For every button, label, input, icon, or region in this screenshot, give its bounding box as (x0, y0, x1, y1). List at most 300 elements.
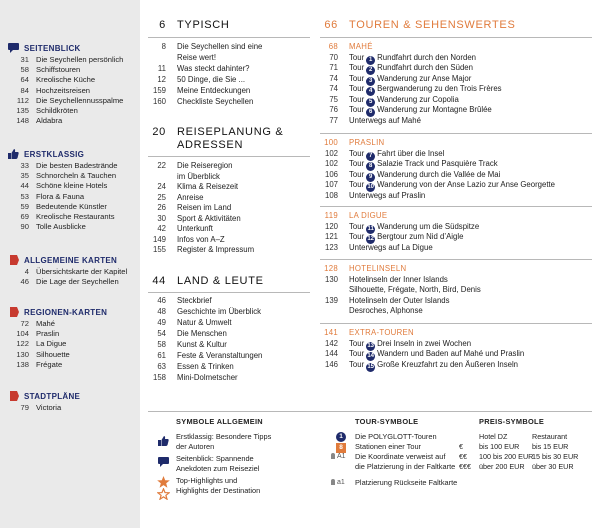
list-item[interactable] (8, 277, 136, 287)
entry-text: Wanderung zur Anse Major (377, 73, 472, 83)
price-restaurant: 15 bis 30 EUR (532, 452, 579, 461)
tour-station-symbol: 8 (336, 443, 346, 453)
entry-text: Sport & Aktivitäten (177, 213, 241, 223)
section-title: SEITENBLICK (24, 43, 81, 53)
map-tag-icon (8, 307, 19, 317)
divider (320, 259, 592, 260)
chapter-title: REISEPLANUNG & (177, 126, 284, 138)
entry-text: Reisen im Land (177, 203, 232, 212)
list-item[interactable] (146, 86, 250, 97)
page-number: 119 (324, 211, 338, 220)
entry-text: 50 Dinge, die Sie ... (177, 75, 246, 84)
entry-text: Flora & Fauna (36, 191, 85, 201)
region-heading-mahe[interactable] (318, 42, 373, 53)
page-number: 30 (157, 213, 166, 223)
list-item (318, 285, 481, 296)
page-number: 64 (20, 75, 29, 85)
legend-text (355, 452, 455, 471)
tour-number-badge: 7 (366, 152, 375, 161)
price-hotel: über 200 EUR (479, 462, 525, 471)
price-symbol: €€€ (459, 462, 471, 471)
page-number: 42 (157, 224, 166, 233)
list-item[interactable] (8, 202, 136, 212)
price-restaurant: bis 15 EUR (532, 442, 569, 451)
entry-text: Die Seychellen sind eine (177, 42, 263, 51)
chapter-title: LAND & LEUTE (177, 275, 264, 287)
chapter-page: 20 (152, 126, 166, 138)
region-title: EXTRA-TOUREN (349, 328, 414, 337)
entry-text: Desroches, Alphonse (349, 306, 423, 315)
entry-text: Feste & Veranstaltungen (177, 351, 263, 360)
legend-text: Seitenblick: Spannende (176, 454, 254, 463)
entry-text: Große Kreuzfahrt zu den Äußeren Inseln (377, 359, 519, 369)
list-item[interactable] (146, 214, 241, 225)
page-number: 102 (324, 159, 338, 168)
symbol-label: a1 (337, 479, 345, 486)
legend-text: Stationen einer Tour (355, 442, 422, 451)
map-back-symbol (331, 478, 345, 488)
page-number: 24 (157, 182, 166, 191)
entry-text: Silhouette (36, 349, 70, 359)
entry-text: Hochzeitsreisen (36, 85, 91, 95)
list-item (146, 53, 216, 64)
page-number: 135 (16, 106, 29, 116)
list-item[interactable] (318, 191, 425, 202)
page-number: 54 (157, 329, 166, 338)
tour-word: Tour (349, 148, 365, 158)
tour-number-symbol: 1 (336, 432, 346, 442)
list-item[interactable] (8, 192, 136, 202)
speech-bubble-icon (158, 457, 169, 467)
page-number: 159 (152, 86, 166, 95)
list-item[interactable] (8, 267, 136, 277)
page-number: 112 (16, 95, 29, 105)
entry-text: Wandern und Baden auf Mahé und Praslin (377, 349, 525, 358)
page-number: 22 (157, 161, 166, 170)
chapter-title: TYPISCH (177, 19, 230, 31)
price-hotel: bis 100 EUR (479, 442, 520, 451)
legend-text: der Autoren (176, 441, 215, 451)
tour-number-badge: 5 (366, 98, 375, 107)
page-number (318, 306, 338, 317)
price-symbol: € (459, 442, 463, 451)
list-item[interactable] (146, 97, 253, 108)
section-title: STADTPLÄNE (24, 391, 81, 401)
section-header (8, 390, 136, 402)
symbol-label: A1 (337, 453, 346, 460)
entry-text: Übersichtskarte der Kapitel (36, 267, 128, 276)
list-item[interactable] (8, 171, 136, 181)
tour-number-badge: 2 (366, 66, 375, 75)
chapter-heading-reiseplanung[interactable] (146, 126, 283, 139)
list-item[interactable] (8, 96, 136, 106)
entry-text: Reise wert! (177, 53, 216, 62)
page-number: 90 (20, 222, 29, 232)
page-number: 130 (324, 274, 338, 284)
legend-text: Die POLYGLOTT-Touren (355, 432, 437, 441)
page-number: 123 (324, 242, 338, 252)
entry-text: Rundfahrt durch den Norden (377, 52, 476, 62)
tour-number-badge: 4 (366, 87, 375, 96)
list-item[interactable] (8, 350, 136, 360)
entry-text: Die Reiseregion (177, 161, 233, 170)
entry-text: Essen & Trinken (177, 362, 234, 371)
legend-text: Erstklassig: Besondere Tipps (176, 432, 272, 441)
entry-text: Natur & Umwelt (177, 318, 232, 327)
entry-text: Geschichte im Überblick (177, 307, 262, 316)
page-number: 74 (329, 84, 338, 93)
tour-word: Tour (349, 221, 365, 231)
page-number: 46 (20, 277, 29, 287)
tour-word: Tour (349, 232, 365, 241)
entry-text: Klima & Reisezeit (177, 182, 239, 191)
page-number: 146 (324, 359, 338, 369)
region-title: MAHÉ (349, 42, 373, 51)
page-number: 61 (157, 351, 166, 360)
page-number: 128 (324, 264, 338, 273)
page-number: 33 (20, 161, 29, 170)
divider (148, 37, 310, 38)
page-number: 107 (324, 180, 338, 189)
tour-number-badge: 15 (367, 363, 375, 370)
legend-erstklassig (176, 432, 271, 451)
chapter-heading-typisch[interactable] (146, 19, 230, 32)
legend-seitenblick (176, 454, 259, 473)
tour-word: Tour (349, 105, 365, 114)
list-item[interactable] (8, 329, 136, 339)
page-number: 71 (329, 63, 338, 72)
entry-text: Praslin (36, 329, 60, 339)
map-pin-icon (331, 453, 335, 459)
entry-text: Kunst & Kultur (177, 340, 227, 349)
list-item[interactable] (146, 193, 203, 204)
list-item[interactable] (146, 64, 250, 75)
entry-text: Drei Inseln in zwei Wochen (377, 338, 472, 348)
page-number: 26 (157, 203, 166, 212)
tour-word: Tour (349, 73, 365, 83)
entry-text: Hotelinseln der Outer Islands (349, 295, 450, 305)
legend-text: Platzierung Rückseite Faltkarte (355, 478, 458, 487)
section-erstklassig (8, 148, 136, 232)
legend-divider (148, 411, 592, 412)
price-head-restaurant: Restaurant (532, 432, 568, 441)
entry-text: Unterkunft (177, 224, 213, 233)
list-item[interactable] (146, 224, 213, 235)
list-item[interactable] (318, 243, 433, 254)
divider (320, 323, 592, 324)
chapter-page: 6 (159, 19, 166, 31)
tour-number-badge: 9 (366, 173, 375, 182)
tour-word: Tour (349, 338, 365, 348)
entry-text: Salazie Track und Pasquière Track (377, 159, 498, 168)
list-item[interactable] (8, 339, 136, 349)
tour-word: Tour (349, 349, 365, 358)
region-heading-extra-touren[interactable] (318, 328, 414, 339)
page-number: 59 (20, 201, 29, 211)
list-item[interactable] (318, 275, 448, 286)
legend-highlights (176, 476, 260, 495)
entry-text: Checkliste Seychellen (177, 97, 254, 106)
entry-text: Wanderung um die Südspitze (377, 221, 480, 231)
entry-text: Kreolische Restaurants (36, 212, 115, 222)
page-number: 138 (16, 359, 29, 369)
page-number: 58 (157, 340, 166, 349)
region-heading-praslin[interactable] (318, 138, 384, 149)
legend-text: Highlights der Destination (176, 485, 261, 495)
entry-text: Mahé (36, 319, 55, 328)
list-item[interactable] (146, 351, 262, 362)
entry-text: La Digue (36, 339, 67, 349)
tour-entry[interactable] (318, 360, 518, 372)
tour-number-badge: 3 (366, 77, 375, 86)
list-item[interactable] (146, 161, 232, 172)
chapter-page: 66 (324, 19, 338, 31)
price-symbol: €€ (459, 452, 467, 461)
list-item[interactable] (146, 307, 261, 318)
list-item[interactable] (146, 75, 245, 86)
page-number: 79 (20, 403, 29, 412)
section-stadtplaene (8, 390, 136, 413)
page-number: 69 (20, 212, 29, 222)
sidebar (0, 0, 140, 528)
legend-title-tour-symbole: TOUR-SYMBOLE (355, 417, 419, 426)
page-number: 120 (324, 221, 338, 231)
page-number: 44 (20, 181, 29, 191)
divider (320, 37, 592, 38)
page-number: 148 (16, 116, 29, 126)
list-item[interactable] (8, 86, 136, 96)
page-number: 74 (329, 73, 338, 83)
list-item[interactable] (8, 360, 136, 370)
tour-number-badge: 13 (367, 342, 375, 349)
speech-bubble-icon (8, 43, 19, 53)
page-number: 58 (20, 65, 29, 75)
divider (148, 156, 310, 157)
section-seitenblick (8, 42, 136, 126)
entry-text: Frégate (36, 359, 63, 369)
tour-word: Tour (349, 94, 365, 104)
entry-text: Bedeutende Künstler (36, 201, 107, 211)
page-number: 35 (20, 171, 29, 181)
chapter-title: TOUREN & SEHENSWERTES (349, 19, 516, 31)
list-item[interactable] (8, 161, 136, 171)
chapter-title: ADRESSEN (177, 139, 244, 151)
entry-text: Schnorcheln & Tauchen (36, 171, 117, 181)
chapter-page: 44 (152, 275, 166, 287)
entry-text: Wanderung durch die Vallée de Mai (377, 169, 501, 179)
tour-word: Tour (349, 159, 365, 168)
entry-text: Hotelinseln der Inner Islands (349, 274, 448, 284)
map-grid-symbol (331, 452, 346, 462)
legend-title-symbole: SYMBOLE ALLGEMEIN (176, 417, 263, 426)
region-title: PRASLIN (349, 138, 385, 147)
page-number: 130 (16, 349, 29, 359)
page-number: 48 (157, 307, 166, 316)
chapter-heading-reiseplanung-line2 (146, 139, 243, 152)
region-heading-la-digue[interactable] (318, 211, 387, 222)
entry-text: Register & Impressum (177, 245, 255, 254)
divider (320, 206, 592, 207)
map-tag-icon (8, 391, 19, 401)
chapter-heading-touren[interactable] (318, 19, 516, 32)
star-icon (157, 476, 170, 488)
entry-text: Schiffstouren (36, 65, 81, 75)
page-number: 53 (20, 191, 29, 201)
list-item[interactable] (146, 235, 225, 246)
page-number: 104 (16, 329, 29, 339)
page-number: 142 (324, 338, 338, 348)
page-number: 70 (329, 52, 338, 62)
page-number: 72 (20, 319, 29, 328)
list-item[interactable] (146, 182, 238, 193)
page-number: 100 (324, 138, 338, 147)
list-item[interactable] (8, 222, 136, 232)
list-item (318, 306, 423, 317)
entry-text: Anreise (177, 192, 204, 202)
list-item[interactable] (8, 75, 136, 85)
list-item[interactable] (146, 329, 227, 340)
section-allgemeine-karten (8, 254, 136, 287)
page-number: 25 (157, 192, 166, 202)
legend-text-line: die Platzierung in der Faltkarte (355, 461, 456, 471)
entry-text: Die Seychellennusspalme (36, 95, 124, 105)
section-header (8, 42, 136, 54)
section-header (8, 306, 136, 318)
legend-text-line: Die Koordinate verweist auf (355, 452, 446, 461)
list-item[interactable] (146, 245, 254, 256)
tour-number-badge: 11 (367, 225, 374, 232)
entry-text: Schöne kleine Hotels (36, 181, 108, 191)
map-tag-icon (8, 255, 19, 265)
region-heading-hotelinseln[interactable] (318, 264, 406, 275)
legend-text: Top-Highlights und (176, 476, 238, 485)
list-item[interactable] (146, 362, 234, 373)
list-item (146, 172, 220, 183)
page-number: 4 (24, 267, 29, 276)
page-number: 121 (324, 232, 338, 241)
page-number: 12 (157, 75, 166, 84)
section-title: REGIONEN-KARTEN (24, 307, 108, 317)
page-number (146, 53, 166, 64)
entry-text: Unterwegs auf La Digue (349, 242, 433, 252)
section-header (8, 148, 136, 160)
list-item[interactable] (8, 319, 136, 329)
entry-text: Die Menschen (177, 329, 227, 338)
list-item[interactable] (8, 65, 136, 75)
page-number: 102 (324, 148, 338, 158)
page-number: 11 (157, 64, 166, 73)
list-item[interactable] (146, 373, 238, 384)
tour-word: Tour (349, 84, 365, 93)
tour-number-badge: 1 (366, 56, 375, 65)
page-number: 68 (328, 42, 338, 51)
entry-text: Wanderung zur Montagne Brûlée (377, 105, 492, 114)
page-number: 141 (324, 328, 338, 337)
list-item[interactable] (146, 42, 262, 53)
list-item[interactable] (8, 55, 136, 65)
tour-number-badge: 12 (367, 236, 375, 242)
star-outline-icon (157, 488, 170, 500)
page-number: 76 (329, 105, 338, 114)
list-item[interactable] (318, 296, 450, 307)
entry-text: Mini-Dolmetscher (177, 373, 238, 382)
chapter-heading-land-leute[interactable] (146, 275, 264, 288)
page-number: 8 (161, 42, 166, 51)
page-number: 63 (157, 362, 166, 371)
tour-word: Tour (349, 359, 365, 369)
tour-number-badge: 6 (366, 108, 375, 117)
entry-text: Bergtour zum Nid d’Aigle (377, 232, 464, 241)
entry-text: Wanderung zur Copolia (377, 94, 459, 104)
price-hotel: 100 bis 200 EUR (479, 452, 534, 461)
section-title: ALLGEMEINE KARTEN (24, 255, 118, 265)
list-item[interactable] (146, 318, 232, 329)
entry-text: Unterwegs auf Mahé (349, 115, 421, 125)
price-restaurant: über 30 EUR (532, 462, 574, 471)
list-item[interactable] (8, 106, 136, 116)
entry-text: Meine Entdeckungen (177, 86, 251, 95)
page-number: 49 (157, 318, 166, 327)
page-number: 46 (157, 296, 166, 305)
tour-word: Tour (349, 169, 365, 179)
tour-word: Tour (349, 52, 365, 62)
price-head-hotel: Hotel DZ (479, 432, 508, 441)
page-number: 149 (152, 234, 166, 244)
page-number: 75 (329, 94, 338, 104)
entry-text: Infos von A–Z (177, 234, 225, 244)
thumbs-up-icon (158, 436, 169, 446)
page-number: 84 (20, 85, 29, 95)
tour-word: Tour (349, 63, 365, 72)
list-item[interactable] (146, 296, 212, 307)
divider (148, 292, 310, 293)
list-item[interactable] (146, 203, 231, 214)
entry-text: Die besten Badestrände (36, 161, 118, 170)
entry-text: Die Lage der Seychellen (36, 277, 119, 287)
entry-text: Aldabra (36, 116, 63, 126)
entry-text: Rundfahrt durch den Süden (377, 63, 473, 72)
section-title: ERSTKLASSIG (24, 149, 85, 159)
page-number: 106 (324, 169, 338, 179)
entry-text: Steckbrief (177, 296, 212, 305)
list-item[interactable] (146, 340, 227, 351)
list-item[interactable] (318, 116, 421, 127)
entry-text: Was steckt dahinter? (177, 64, 250, 73)
map-pin-icon (331, 479, 335, 485)
entry-text: Fahrt über die Insel (377, 148, 445, 158)
entry-text: Victoria (36, 403, 62, 412)
tour-number-badge: 14 (367, 353, 375, 359)
list-item[interactable] (8, 116, 136, 126)
list-item[interactable] (8, 212, 136, 222)
entry-text: Unterwegs auf Praslin (349, 190, 426, 200)
list-item[interactable] (8, 403, 136, 413)
legend-text: Anekdoten zum Reiseziel (176, 463, 260, 473)
page-number: 139 (324, 295, 338, 305)
entry-text: Kreolische Küche (36, 75, 96, 85)
divider (320, 133, 592, 134)
entry-text: Die Seychellen persönlich (36, 55, 124, 64)
tour-number-badge: 10 (367, 184, 375, 190)
section-header (8, 254, 136, 266)
entry-text: Tolle Ausblicke (36, 222, 86, 232)
section-regionen-karten (8, 306, 136, 370)
entry-text: Bergwanderung zu den Trois Frères (377, 84, 502, 93)
entry-text: Silhouette, Frégate, North, Bird, Denis (349, 285, 481, 294)
page-number: 155 (152, 245, 166, 254)
list-item[interactable] (8, 181, 136, 191)
page-number: 108 (324, 190, 338, 200)
